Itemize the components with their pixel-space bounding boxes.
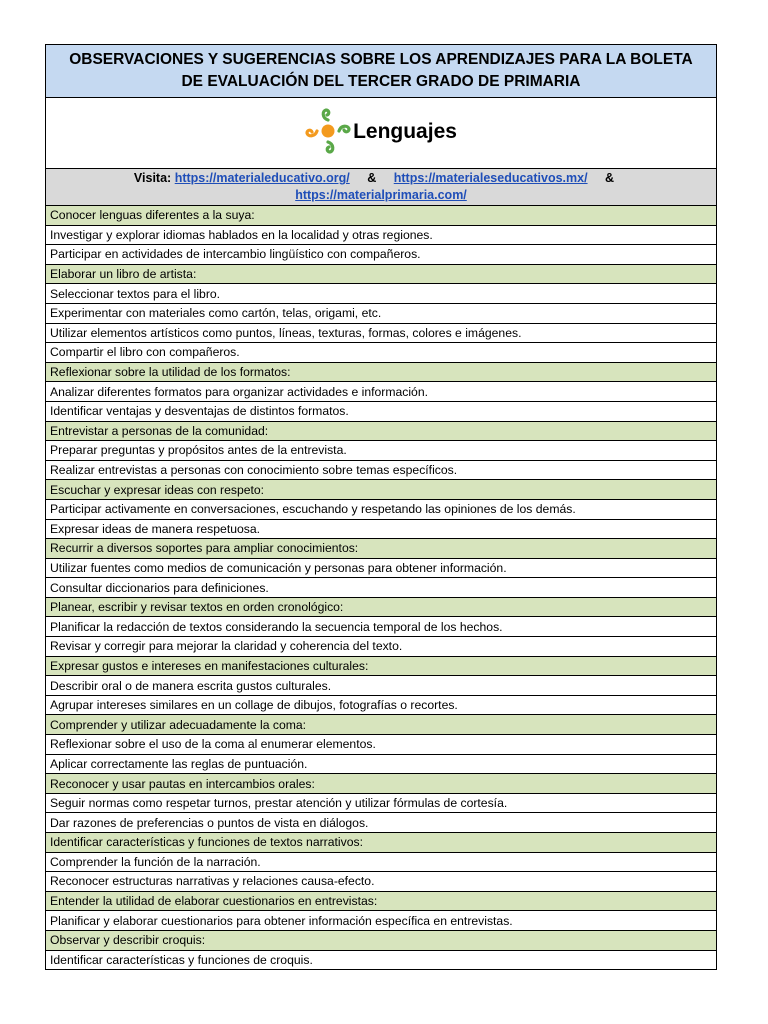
suggestion-text: Identificar ventajas y desventajas de distintos formatos. [46,401,717,421]
suggestion-text: Compartir el libro con compañeros. [46,343,717,363]
suggestion-text: Identificar características y funciones de croquis. [46,950,717,970]
suggestion-text: Revisar y corregir para mejorar la claridad y coherencia del texto. [46,637,717,657]
suggestion-text: Dar razones de preferencias o puntos de vista en diálogos. [46,813,717,833]
title-row [46,45,717,98]
suggestion-text: Planificar y elaborar cuestionarios para obtener información específica en entrevistas. [46,911,717,931]
table-row [46,382,717,402]
evaluation-sheet [45,44,717,970]
table-row [46,578,717,598]
link-materialeducativo[interactable]: https://materialeducativo.org/ [174,171,350,185]
section-heading: Recurrir a diversos soportes para ampliar conocimientos: [46,539,717,559]
table-row [46,460,717,480]
table-row [46,245,717,265]
observations-table [45,44,717,970]
table-row [46,401,717,421]
section-heading: Observar y describir croquis: [46,930,717,950]
subject-row [46,98,717,169]
suggestion-text: Experimentar con materiales como cartón, telas, origami, etc. [46,303,717,323]
section-heading-row [46,930,717,950]
section-heading-row [46,833,717,853]
suggestion-text: Planificar la redacción de textos considerando la secuencia temporal de los hechos. [46,617,717,637]
section-heading: Entrevistar a personas de la comunidad: [46,421,717,441]
ampersand-1: & [367,171,377,185]
suggestion-text: Realizar entrevistas a personas con conocimiento sobre temas específicos. [46,460,717,480]
suggestion-text: Investigar y explorar idiomas hablados en la localidad y otras regiones. [46,225,717,245]
suggestion-text: Analizar diferentes formatos para organizar actividades e información. [46,382,717,402]
suggestion-text: Seleccionar textos para el libro. [46,284,717,304]
link-materialeseducativos[interactable]: https://materialeseducativos.mx/ [393,171,588,185]
section-heading: Escuchar y expresar ideas con respeto: [46,480,717,500]
visit-links [46,169,717,206]
section-heading: Planear, escribir y revisar textos en orden cronológico: [46,597,717,617]
table-row [46,813,717,833]
table-row [46,676,717,696]
table-row [46,911,717,931]
table-row [46,617,717,637]
suggestion-text: Seguir normas como respetar turnos, prestar atención y utilizar fórmulas de cortesía. [46,793,717,813]
section-heading-row [46,715,717,735]
title-line-1: OBSERVACIONES Y SUGERENCIAS SOBRE LOS APRENDIZAJES PARA LA BOLETA [69,51,693,68]
suggestion-text: Reflexionar sobre el uso de la coma al enumerar elementos. [46,735,717,755]
suggestion-text: Participar activamente en conversaciones, escuchando y respetando las opiniones de los demás. [46,499,717,519]
suggestion-text: Reconocer estructuras narrativas y relaciones causa-efecto. [46,872,717,892]
table-row [46,519,717,539]
suggestion-text: Participar en actividades de intercambio lingüístico con compañeros. [46,245,717,265]
table-row [46,303,717,323]
section-heading-row [46,362,717,382]
document-title [46,45,717,98]
table-row [46,284,717,304]
title-line-2: DE EVALUACIÓN DEL TERCER GRADO DE PRIMARIA [181,73,581,90]
section-heading-row [46,597,717,617]
visit-row [46,169,717,206]
section-heading-row [46,656,717,676]
section-heading: Comprender y utilizar adecuadamente la coma: [46,715,717,735]
table-row [46,735,717,755]
suggestion-text: Preparar preguntas y propósitos antes de la entrevista. [46,441,717,461]
section-heading-row [46,539,717,559]
ampersand-2: & [605,171,615,185]
suggestion-text: Aplicar correctamente las reglas de puntuación. [46,754,717,774]
section-heading-row [46,264,717,284]
suggestion-text: Agrupar intereses similares en un collage de dibujos, fotografías o recortes. [46,695,717,715]
section-heading: Expresar gustos e intereses en manifestaciones culturales: [46,656,717,676]
table-row [46,872,717,892]
table-row [46,695,717,715]
suggestion-text: Expresar ideas de manera respetuosa. [46,519,717,539]
section-heading: Reconocer y usar pautas en intercambios orales: [46,774,717,794]
four-leaf-flower-logo-icon [305,108,351,154]
suggestion-text: Utilizar elementos artísticos como puntos, líneas, texturas, formas, colores e imágenes. [46,323,717,343]
section-heading-row [46,480,717,500]
table-row [46,754,717,774]
table-row [46,793,717,813]
table-row [46,950,717,970]
subject-title: Lenguajes [353,119,457,143]
section-heading: Entender la utilidad de elaborar cuestionarios en entrevistas: [46,891,717,911]
section-heading: Conocer lenguas diferentes a la suya: [46,206,717,226]
section-heading-row [46,774,717,794]
table-row [46,558,717,578]
suggestion-text: Consultar diccionarios para definiciones. [46,578,717,598]
section-heading-row [46,421,717,441]
table-row [46,343,717,363]
suggestion-text: Utilizar fuentes como medios de comunicación y personas para obtener información. [46,558,717,578]
section-heading: Elaborar un libro de artista: [46,264,717,284]
table-row [46,499,717,519]
section-heading: Reflexionar sobre la utilidad de los formatos: [46,362,717,382]
visit-label: Visita: [133,171,172,185]
table-row [46,441,717,461]
table-row [46,637,717,657]
suggestion-text: Comprender la función de la narración. [46,852,717,872]
table-row [46,323,717,343]
section-heading-row [46,891,717,911]
subject-header [46,98,717,169]
suggestion-text: Describir oral o de manera escrita gustos culturales. [46,676,717,696]
table-row [46,225,717,245]
link-materialprimaria[interactable]: https://materialprimaria.com/ [295,188,467,202]
section-heading: Identificar características y funciones de textos narrativos: [46,833,717,853]
section-heading-row [46,206,717,226]
table-row [46,852,717,872]
